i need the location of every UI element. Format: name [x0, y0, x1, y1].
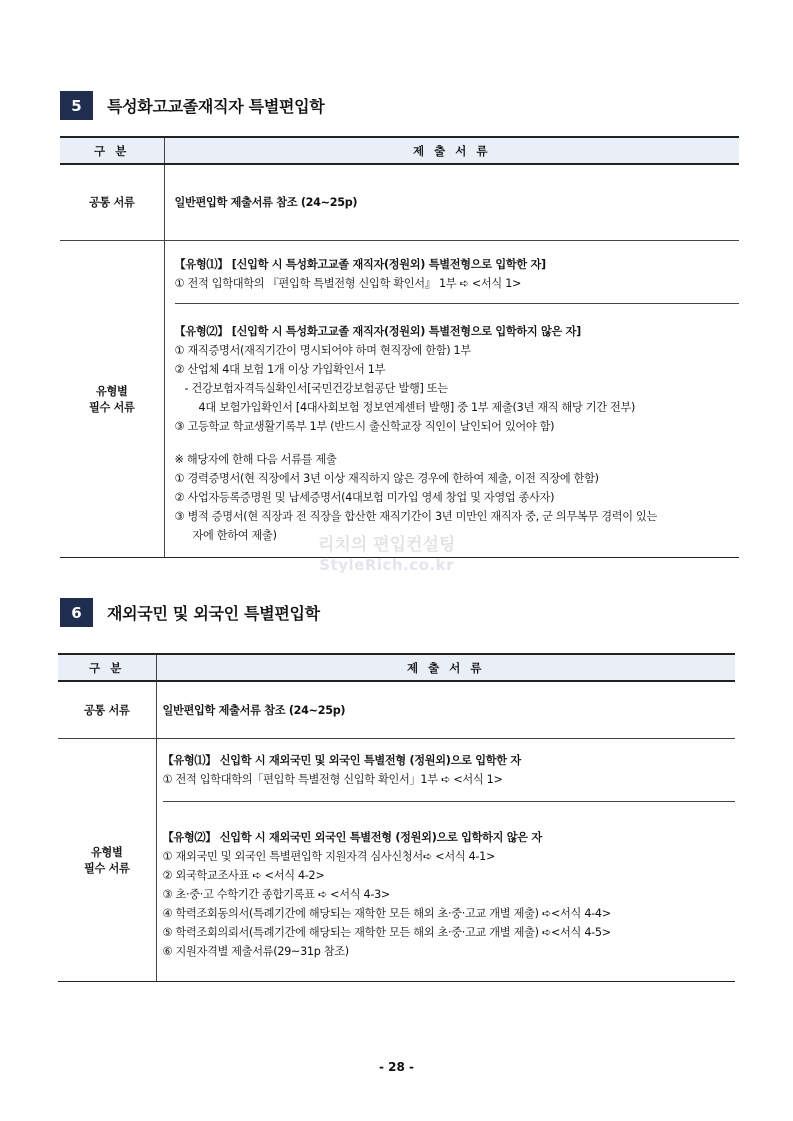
section5-type1-title: 【유형⑴】 [신입학 시 특성화고교졸 재직자(정원외) 특별전형으로 입학한 자]: [174, 257, 546, 271]
section5-number-badge: 5: [60, 91, 93, 120]
section6-type2-item: ② 외국학교조사표 ➪ <서식 4-2>: [162, 868, 325, 882]
section5-type2-item: ② 산업체 4대 보험 1개 이상 가입확인서 1부: [174, 362, 386, 376]
section5-type2-title: 【유형⑵】 [신입학 시 특성화고교졸 재직자(정원외) 특별전형으로 입학하지 않은 자]: [174, 324, 581, 338]
section6-type2-item: ⑥ 지원자격별 제출서류(29~31p 참조): [162, 944, 349, 958]
section5-type2-subitem: 4대 보험가입확인서 [4대사회보험 정보연계센터 발행] 중 1부 제출(3년 재직 해당 기간 전부): [198, 400, 636, 414]
section6-type-label-line2: 필수 서류: [83, 861, 130, 875]
section6-common-label: 공통 서류: [58, 681, 156, 738]
section5-note-item: ② 사업자등록증명원 및 납세증명서(4대보험 미가입 영세 창업 및 자영업 종사자): [174, 490, 555, 504]
section6-type2-title: 【유형⑵】 신입학 시 재외국민 외국인 특별전형 (정원외)으로 입학하지 않은 자: [162, 830, 542, 844]
section6-title: 재외국민 및 외국인 특별편입학: [107, 604, 320, 623]
watermark-line1: 리치의 편입컨설팅: [318, 535, 456, 555]
section5-type-label-line1: 유형별: [95, 384, 128, 398]
watermark: [318, 535, 455, 575]
section6-common-text: 일반편입학 제출서류 참조 (24~25p): [156, 681, 735, 738]
section5-header-documents: 제 출 서 류: [164, 137, 739, 164]
section6-type1-title: 【유형⑴】 신입학 시 재외국민 및 외국인 특별전형 (정원외)으로 입학한 자: [162, 753, 521, 767]
section6-type-cell: [156, 738, 735, 981]
section5-note-title: ※ 해당자에 한해 다음 서류를 제출: [174, 452, 337, 466]
section6-type2-item: ③ 초·중·고 수학기간 종합기록표 ➪ <서식 4-3>: [162, 887, 390, 901]
section6-type-label: [58, 738, 156, 981]
section6-type2-item: ① 재외국민 및 외국인 특별편입학 지원자격 심사신청서➪ <서식 4-1>: [162, 849, 496, 863]
section5-header-category: 구 분: [60, 137, 164, 164]
section5-note-item: ① 경력증명서(현 직장에서 3년 이상 재직하지 않은 경우에 한하여 제출, 이전 직장에 한함): [174, 471, 599, 485]
section6-number-badge: 6: [60, 598, 93, 627]
section6-header-category: 구 분: [58, 654, 156, 681]
section5-common-label: 공통 서류: [60, 164, 164, 240]
section6-type2-item: ⑤ 학력조회의뢰서(특례기간에 해당되는 재학한 모든 해외 초·중·고교 개별 제출) ➪<서식 4-5>: [162, 925, 611, 939]
section5-type-cell: [164, 240, 739, 557]
section5-type-label: [60, 240, 164, 557]
section6-type1-item: ① 전적 입학대학의「편입학 특별전형 신입학 확인서」1부 ➪ <서식 1>: [162, 772, 503, 786]
watermark-line2: StyleRich.co.kr: [319, 556, 455, 574]
section5-table: [60, 136, 739, 558]
section6-type2-block: [163, 801, 736, 981]
section5-type2-subitem: - 건강보험자격득실확인서[국민건강보험공단 발행] 또는: [184, 381, 448, 395]
section5-note-item: ③ 병적 증명서(현 직장과 전 직장을 합산한 재직기간이 3년 미만인 재직자 중, 군 의무복무 경력이 있는: [174, 509, 657, 523]
section6-heading: [60, 598, 320, 627]
section5-heading: [60, 91, 324, 120]
section5-type2-item: ① 재직증명서(재직기간이 명시되어야 하며 현직장에 한함) 1부: [174, 343, 471, 357]
section5-type2-block: [175, 303, 740, 557]
section6-table: [58, 653, 735, 982]
section5-common-text: 일반편입학 제출서류 참조 (24~25p): [164, 164, 739, 240]
section5-type1-block: [175, 241, 740, 303]
section6-type2-item: ④ 학력조회동의서(특례기간에 해당되는 재학한 모든 해외 초·중·고교 개별 제출) ➪<서식 4-4>: [162, 906, 611, 920]
section5-note-item: 자에 한하여 제출): [192, 528, 277, 542]
section5-type1-item: ① 전적 입학대학의 『편입학 특별전형 신입학 확인서』 1부 ➪ <서식 1>: [174, 276, 522, 290]
section6-type1-block: [163, 739, 736, 801]
section5-type2-item: ③ 고등학교 학교생활기록부 1부 (반드시 출신학교장 직인이 날인되어 있어야 함): [174, 419, 555, 433]
section6-header-documents: 제 출 서 류: [156, 654, 735, 681]
section6-type-label-line1: 유형별: [90, 845, 123, 859]
page-number: - 28 -: [378, 1060, 414, 1074]
section5-title: 특성화고교졸재직자 특별편입학: [107, 97, 325, 116]
section5-type-label-line2: 필수 서류: [88, 400, 135, 414]
